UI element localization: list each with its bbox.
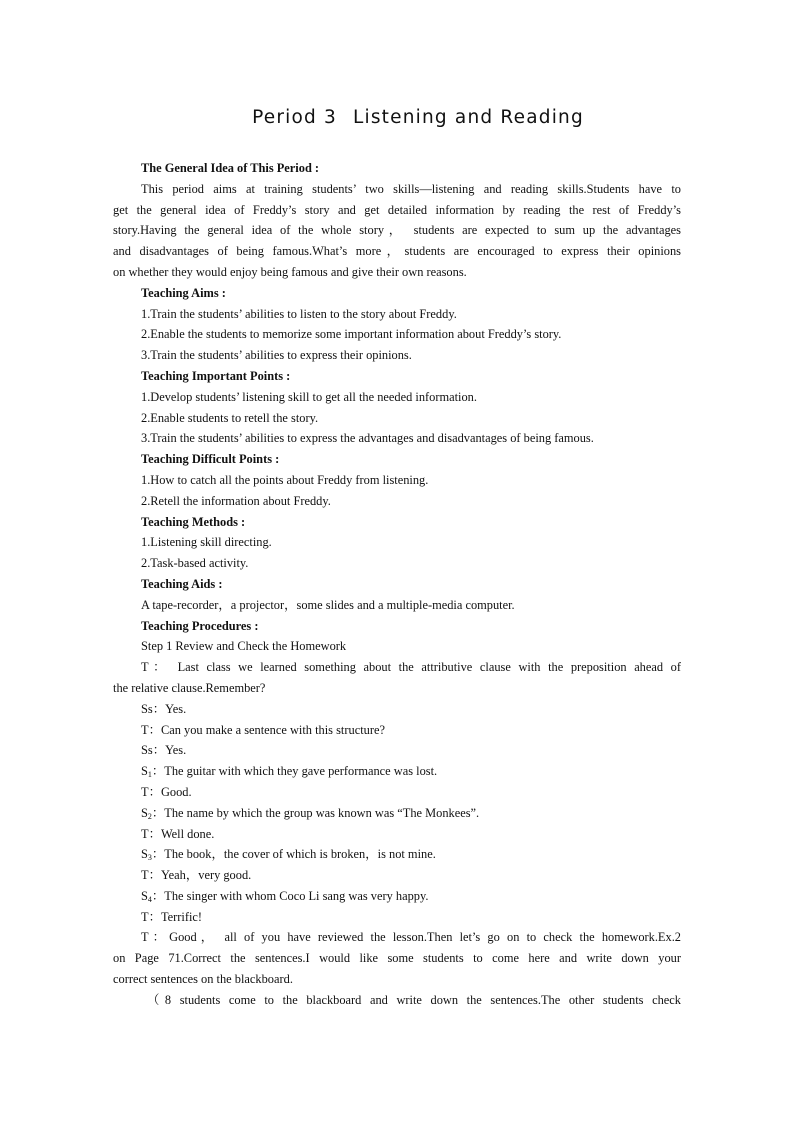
teaching-aim-item: 2.Enable the students to memorize some important information about Freddy’s story. <box>141 327 562 342</box>
dialogue-line: T：Terrific! <box>141 909 203 924</box>
page-title <box>0 104 794 132</box>
dialogue-line: the relative clause.Remember? <box>113 680 266 695</box>
dialogue-text: ：The name by which the group was known was “The Monkees”. <box>151 805 480 820</box>
difficult-point-item: 1.How to catch all the points about Freddy from listening. <box>141 472 429 487</box>
dialogue-line: correct sentences on the blackboard. <box>113 972 293 987</box>
aids-heading: Teaching Aids : <box>141 576 223 591</box>
important-point-item: 2.Enable students to retell the story. <box>141 410 319 425</box>
speaker-number: 2 <box>147 811 152 821</box>
difficult-points-heading: Teaching Difficult Points : <box>141 452 280 467</box>
dialogue-line: T： Last class we learned something about the attributive clause with the preposition ahead of <box>141 660 681 675</box>
teaching-aims-heading: Teaching Aims : <box>141 285 226 300</box>
important-points-heading: Teaching Important Points : <box>141 368 291 383</box>
dialogue-text: ：The singer with whom Coco Li sang was very happy. <box>151 888 429 903</box>
step-1-heading: Step 1 Review and Check the Homework <box>141 639 347 654</box>
dialogue-line: T：Yeah，very good. <box>141 868 252 883</box>
speaker-label: S <box>141 847 148 862</box>
dialogue-line: on Page 71.Correct the sentences.I would like some students to come here and write down your <box>113 951 681 966</box>
general-idea-line-2: get the general idea of Freddy’s story and get detailed information by reading the rest of Freddy’s <box>113 202 681 217</box>
general-idea-heading: The General Idea of This Period : <box>141 161 320 175</box>
stage-note: （8 students come to the blackboard and write down the sentences.The other students check <box>147 992 681 1007</box>
method-item: 2.Task-based activity. <box>141 556 249 571</box>
title-topic: Listening and Reading <box>353 107 584 128</box>
important-point-item: 3.Train the students’ abilities to express the advantages and disadvantages of being famous. <box>141 431 594 446</box>
dialogue-text: ：The book，the cover of which is broken，is not mine. <box>151 847 436 862</box>
dialogue-line: T：Can you make a sentence with this structure? <box>141 722 385 737</box>
dialogue-line: Ss：Yes. <box>141 743 187 758</box>
general-idea-line-1: This period aims at training students’ two skills—listening and reading skills.Students have to <box>141 181 681 196</box>
speaker-number: 3 <box>147 853 152 863</box>
procedures-heading: Teaching Procedures : <box>141 618 259 633</box>
dialogue-line: T：Good， all of you have reviewed the lesson.Then let’s go on to check the homework.Ex.2 <box>141 930 681 945</box>
document-body <box>113 158 681 1011</box>
difficult-point-item: 2.Retell the information about Freddy. <box>141 493 331 508</box>
speaker-label: S <box>141 888 148 903</box>
method-item: 1.Listening skill directing. <box>141 535 272 550</box>
speaker-number: 4 <box>147 894 152 904</box>
speaker-number: 1 <box>147 770 152 780</box>
dialogue-text: ：The guitar with which they gave performance was lost. <box>151 764 438 779</box>
teaching-aim-item: 1.Train the students’ abilities to listen to the story about Freddy. <box>141 306 457 321</box>
dialogue-line <box>113 803 681 824</box>
methods-heading: Teaching Methods : <box>141 514 246 529</box>
dialogue-line: T：Good. <box>141 784 192 799</box>
general-idea-line-4: and disadvantages of being famous.What’s more，students are encouraged to express their opinions <box>113 244 681 259</box>
dialogue-line: Ss：Yes. <box>141 701 187 716</box>
speaker-label: S <box>141 805 148 820</box>
general-idea-line-3: story.Having the general idea of the whole story， students are expected to sum up the advantages <box>113 223 681 238</box>
important-point-item: 1.Develop students’ listening skill to get all the needed information. <box>141 389 477 404</box>
teaching-aim-item: 3.Train the students’ abilities to express their opinions. <box>141 348 412 363</box>
dialogue-line <box>113 886 681 907</box>
general-idea-line-5: on whether they would enjoy being famous and give their own reasons. <box>113 264 467 279</box>
speaker-label: S <box>141 764 148 779</box>
title-period: Period 3 <box>252 107 337 128</box>
dialogue-line <box>113 844 681 865</box>
dialogue-line <box>113 761 681 782</box>
aid-item: A tape-recorder，a projector，some slides and a multiple-media computer. <box>141 597 515 612</box>
dialogue-line: T：Well done. <box>141 826 215 841</box>
